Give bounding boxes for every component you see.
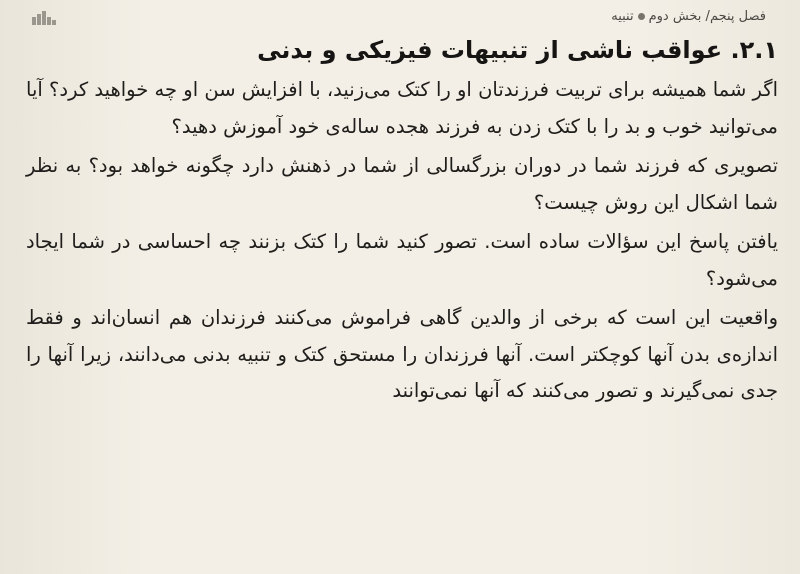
section-heading: ۲.۱. عواقب ناشی از تنبیهات فیزیکی و بدنی: [257, 36, 778, 64]
running-head-text: [611, 6, 766, 28]
paragraph-2: تصویری که فرزند شما در دوران بزرگسالی از شما در ذهنش دارد چگونه خواهد بود؟ به نظر شما اشکال این روش چیست؟: [26, 154, 778, 214]
separator-dot-icon: [638, 13, 645, 20]
paragraph-4: واقعیت این است که برخی از والدین گاهی فراموش می‌کنند فرزندان هم انسان‌اند و فقط اندازه‌ی بدن آنها کوچکتر است. آنها فرزندان را مستحق کتک و تنبیه بدنی می‌دانند، زیرا آنها را جدی نمی‌گیرند و تصور می‌کنند که آنها نمی‌توانند: [26, 306, 778, 402]
paragraph-1: اگر شما همیشه برای تربیت فرزندتان او را کتک می‌زنید، با افزایش سن او چه خواهید کرد؟ آیا می‌توانید خوب و بد را با کتک زدن به فرزند هجده ساله‌ی خود آموزش دهید؟: [26, 78, 778, 138]
running-head-section: تنبیه: [611, 9, 634, 24]
paragraph-3: یافتن پاسخ این سؤالات ساده است. تصور کنید شما را کتک بزنند چه احساسی در شما ایجاد می‌شود؟: [26, 230, 778, 290]
publisher-mark-icon: [32, 11, 56, 25]
body-text: [26, 72, 778, 410]
running-head: [24, 6, 788, 28]
running-head-chapter: فصل پنجم/ بخش دوم: [648, 9, 766, 24]
